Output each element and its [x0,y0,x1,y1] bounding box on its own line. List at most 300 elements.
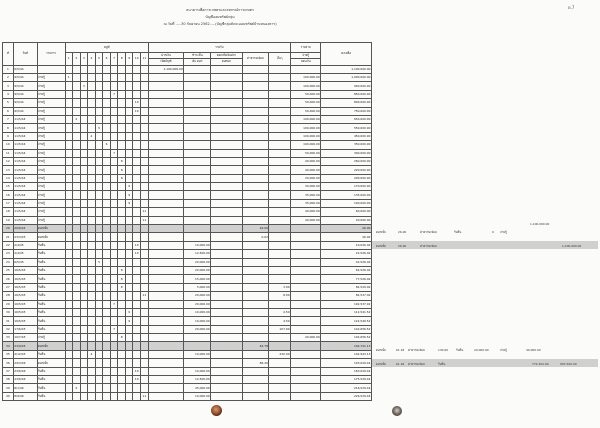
member-cell [133,174,141,182]
row-repay-cell [184,124,211,132]
row-interest-cell [211,266,242,274]
row-item-cell: รับคืน [37,275,65,283]
member-cell [141,157,149,165]
member-cell [103,132,111,140]
table-row [3,107,372,115]
row-deposit-cell [148,191,184,199]
member-cell [73,342,81,350]
member-cell [73,317,81,325]
row-withdraw-cell [291,266,321,274]
margin-total-row20: 1,100,000.00 [562,244,582,248]
row-repay-cell [184,191,211,199]
row-deposit-cell [148,258,184,266]
row-balance-cell: 216,529.44 [321,384,372,392]
member-cell [110,350,118,358]
row-deposit-cell [148,141,184,149]
member-cell [80,300,88,308]
col-header-m3: 3 [80,53,88,66]
member-cell [88,283,96,291]
member-cell [65,208,73,216]
member-cell [88,233,96,241]
member-cell [141,90,149,98]
margin-note: ดอกเบี้ย [376,230,386,234]
row-interest-cell [211,334,242,342]
member-cell [80,367,88,375]
member-cell [125,392,133,400]
member-mark-cell: 8 [118,157,126,165]
col-header-repay-bottom: ต้น ดอก [184,59,211,65]
member-cell [73,132,81,140]
row-fee-cell [242,258,269,266]
member-cell [95,392,103,400]
member-cell [103,191,111,199]
table-row [3,141,372,149]
table-row [3,241,372,249]
row-interest-cell [211,275,242,283]
table-row [3,350,372,358]
row-date-cell: 11/5/44 [13,216,37,224]
member-cell [88,292,96,300]
row-deposit-cell [148,308,184,316]
row-withdraw-cell: 20,000.00 [291,174,321,182]
row-interest-cell [211,124,242,132]
member-cell [118,199,126,207]
row-deposit-cell [148,199,184,207]
member-cell [88,225,96,233]
member-cell [118,124,126,132]
member-cell [88,99,96,107]
member-cell [118,90,126,98]
table-row [3,292,372,300]
member-mark-cell: 9 [125,183,133,191]
col-header-income-group: รายรับ [148,43,290,53]
member-cell [95,292,103,300]
row-withdraw-cell [291,300,321,308]
row-item-cell: จ่ายกู้ [37,216,65,224]
member-mark-cell: 11 [141,216,149,224]
member-cell [118,325,126,333]
member-cell [125,300,133,308]
member-cell [73,107,81,115]
row-other-cell [269,208,291,216]
member-cell [95,359,103,367]
table-row [3,73,372,81]
member-cell [133,124,141,132]
row-deposit-cell [148,233,184,241]
row-deposit-cell [148,342,184,350]
member-cell [133,359,141,367]
member-cell [65,149,73,157]
member-cell [125,359,133,367]
member-mark-cell: 9 [125,317,133,325]
member-cell [110,73,118,81]
member-cell [125,258,133,266]
row-date-cell: 16/5/45 [13,275,37,283]
member-mark-cell: 7 [110,300,118,308]
row-balance-cell: 60,000.00 [321,208,372,216]
row-item-cell: รับคืน [37,258,65,266]
member-cell [65,141,73,149]
row-withdraw-cell: 100,000.00 [291,115,321,123]
member-cell [95,275,103,283]
member-cell [133,216,141,224]
row-other-cell [269,225,291,233]
row-interest-cell [211,141,242,149]
table-row [3,191,372,199]
member-cell [73,99,81,107]
row-deposit-cell [148,73,184,81]
row-fee-cell: 0.02 [242,233,269,241]
row-fee-cell [242,65,269,73]
member-cell [125,384,133,392]
member-cell [80,199,88,207]
row-other-cell [269,82,291,90]
row-item-cell [37,65,65,73]
row-date-cell: 11/5/44 [13,183,37,191]
row-fee-cell [242,384,269,392]
row-balance-cell: 26.00 [321,225,372,233]
member-cell [88,359,96,367]
member-cell [80,250,88,258]
member-cell [125,216,133,224]
member-cell [141,350,149,358]
row-withdraw-cell [291,258,321,266]
member-cell [110,342,118,350]
row-repay-cell [184,132,211,140]
row-interest-cell [211,115,242,123]
col-header-balance: คงเหลือ [321,43,372,66]
row-deposit-cell [148,334,184,342]
row-withdraw-cell [291,376,321,384]
member-cell [125,334,133,342]
member-cell [80,325,88,333]
row-no-cell: 23 [3,250,14,258]
row-no-cell: 5 [3,99,14,107]
member-cell [125,124,133,132]
member-cell [103,275,111,283]
col-header-interest-bottom: ดอกผล [211,59,242,65]
member-cell [133,183,141,191]
member-cell [95,300,103,308]
member-cell [95,376,103,384]
member-cell [88,208,96,216]
member-cell [73,233,81,241]
col-header-m5: 5 [95,53,103,66]
row-fee-cell: 26.00 [242,225,269,233]
col-header-deposit-top: ฝากเงิน [148,53,184,59]
row-balance-cell: 142,656.52 [321,325,372,333]
member-cell [95,73,103,81]
member-cell [73,208,81,216]
member-cell [95,149,103,157]
row-fee-cell [242,174,269,182]
col-header-m8: 8 [118,53,126,66]
member-cell [95,350,103,358]
row-interest-cell [211,82,242,90]
member-cell [65,376,73,384]
row-withdraw-cell: 40,000.00 [291,166,321,174]
row-balance-cell: 77,526.02 [321,275,372,283]
member-cell [73,65,81,73]
row-fee-cell [242,350,269,358]
member-cell [141,317,149,325]
col-header-member-group: หมู่ที่ [65,43,148,53]
row-date-cell: 11/5/44 [13,166,37,174]
row-fee-cell [242,275,269,283]
row-no-cell: 2 [3,73,14,81]
member-cell [95,225,103,233]
margin-total-b: 997,500.00 [560,362,577,366]
member-cell [118,99,126,107]
member-cell [88,342,96,350]
row-fee-cell [242,266,269,274]
row-no-cell: 21 [3,233,14,241]
member-cell [103,225,111,233]
row-balance-cell: 102,656.52 [321,334,372,342]
member-cell [88,300,96,308]
row-repay-cell [184,174,211,182]
row-interest-cell [211,191,242,199]
row-withdraw-cell: 100,000.00 [291,73,321,81]
member-cell [80,174,88,182]
member-mark-cell: 10 [133,99,141,107]
member-cell [141,241,149,249]
member-cell [80,90,88,98]
member-cell [118,384,126,392]
member-cell [118,392,126,400]
member-cell [65,350,73,358]
col-header-no: ที่ [3,43,14,66]
row-repay-cell: 10,000.00 [184,367,211,375]
row-date-cell: 9/5/44 [13,73,37,81]
row-deposit-cell [148,132,184,140]
member-cell [141,376,149,384]
member-cell [141,191,149,199]
table-row [3,308,372,316]
member-cell [118,350,126,358]
member-cell [110,384,118,392]
row-date-cell: 11/5/44 [13,191,37,199]
row-interest-cell [211,233,242,241]
row-deposit-cell [148,183,184,191]
row-date-cell: 9/5/44 [13,90,37,98]
row-fee-cell [242,308,269,316]
member-cell [65,275,73,283]
col-header-m11: 11 [141,53,149,66]
row-withdraw-cell: 50,000.00 [291,149,321,157]
member-cell [133,132,141,140]
member-cell [110,359,118,367]
member-cell [80,166,88,174]
row-balance-cell: 112,541.52 [321,308,372,316]
member-cell [118,225,126,233]
table-row [3,334,372,342]
member-cell [88,250,96,258]
row-item-cell: รับคืน [37,367,65,375]
row-fee-cell [242,325,269,333]
member-cell [88,216,96,224]
row-deposit-cell [148,359,184,367]
member-cell [133,141,141,149]
row-item-cell: จ่ายกู้ [37,90,65,98]
member-cell [133,350,141,358]
col-header-other: อื่นๆ [269,53,291,66]
row-deposit-cell [148,392,184,400]
table-row [3,225,372,233]
member-cell [103,367,111,375]
row-repay-cell: 20,000.00 [184,292,211,300]
member-cell [65,99,73,107]
member-mark-cell: 10 [133,107,141,115]
member-cell [88,275,96,283]
row-deposit-cell [148,283,184,291]
row-item-cell: จ่ายกู้ [37,115,65,123]
table-row [3,317,372,325]
row-interest-cell [211,342,242,350]
row-deposit-cell [148,275,184,283]
col-header-withdraw-bottom: ถอนเงิน [291,59,321,65]
row-other-cell: 4.50 [269,317,291,325]
member-cell [125,115,133,123]
seal-stamp-icon [211,405,222,416]
row-withdraw-cell: 50,000.00 [291,90,321,98]
member-cell [73,359,81,367]
row-item-cell: ดอกเบี้ย [37,233,65,241]
member-cell [88,258,96,266]
member-cell [73,149,81,157]
table-row [3,157,372,165]
member-mark-cell: 4 [88,350,96,358]
member-cell [110,250,118,258]
member-cell [95,99,103,107]
member-cell [65,124,73,132]
table-row [3,376,372,384]
member-cell [103,107,111,115]
member-cell [141,308,149,316]
row-no-cell: 19 [3,216,14,224]
row-fee-cell: 86.26 [242,359,269,367]
margin-note: 0 [492,230,494,234]
row-repay-cell: 10,000.00 [184,241,211,249]
member-cell [73,241,81,249]
row-balance-cell: 200,000.00 [321,174,372,182]
row-other-cell [269,367,291,375]
row-repay-cell: 15,000.00 [184,275,211,283]
row-no-cell: 33 [3,334,14,342]
member-cell [133,300,141,308]
member-cell [110,208,118,216]
member-cell [141,283,149,291]
row-interest-cell [211,107,242,115]
member-cell [103,157,111,165]
header-line-3: ณ วันที่ .....30 กันยายน 2562.....(บัญชีกลุ่มสัจจะออมทรัพย์บ้านหนองหาร) [163,22,277,26]
member-mark-cell: 8 [118,266,126,274]
row-deposit-cell [148,166,184,174]
member-cell [110,141,118,149]
member-cell [110,292,118,300]
row-interest-cell [211,384,242,392]
member-cell [95,199,103,207]
member-cell [133,258,141,266]
member-cell [80,115,88,123]
row-interest-cell [211,241,242,249]
row-other-cell [269,132,291,140]
row-deposit-cell [148,300,184,308]
row-fee-cell [242,157,269,165]
row-other-cell [269,73,291,81]
member-cell [110,183,118,191]
member-cell [65,157,73,165]
table-row [3,250,372,258]
margin-note: ค่าธรรมเนียม [420,244,437,248]
margin-note: ดอกเบี้ย [376,244,386,248]
member-mark-cell: 5 [95,124,103,132]
member-cell [133,325,141,333]
row-no-cell: 6 [3,107,14,115]
col-header-interest-top: ดอกเบี้ยเงินฝาก [211,53,242,59]
member-cell [133,191,141,199]
member-cell [133,199,141,207]
row-other-cell [269,241,291,249]
member-cell [103,376,111,384]
row-other-cell: 4.50 [269,308,291,316]
row-item-cell: จ่ายกู้ [37,157,65,165]
member-cell [95,65,103,73]
member-mark-cell: 5 [95,258,103,266]
member-cell [65,292,73,300]
row-balance-cell: 102,537.02 [321,300,372,308]
member-cell [103,325,111,333]
table-row [3,132,372,140]
row-item-cell: รับคืน [37,283,65,291]
col-header-m7: 7 [110,53,118,66]
row-fee-cell [242,82,269,90]
margin-note: ค่าธรรมเนียม [408,362,425,366]
row-balance-cell: 260,000.00 [321,157,372,165]
member-cell [110,225,118,233]
member-cell [125,233,133,241]
row-item-cell: ดอกเบี้ย [37,359,65,367]
member-cell [65,225,73,233]
table-row [3,82,372,90]
member-cell [65,283,73,291]
row-no-cell: 32 [3,325,14,333]
member-cell [103,317,111,325]
member-mark-cell: 10 [133,376,141,384]
member-cell [73,334,81,342]
member-cell [80,149,88,157]
member-cell [65,90,73,98]
member-cell [103,342,111,350]
row-interest-cell [211,199,242,207]
row-repay-cell: 20,000.00 [184,266,211,274]
member-cell [103,124,111,132]
row-interest-cell [211,174,242,182]
row-other-cell [269,359,291,367]
row-repay-cell [184,342,211,350]
row-date-cell: 16/5/45 [13,308,37,316]
member-cell [88,241,96,249]
row-other-cell [269,258,291,266]
row-item-cell: จ่ายกู้ [37,99,65,107]
row-fee-cell [242,367,269,375]
row-deposit-cell [148,317,184,325]
row-no-cell: 17 [3,199,14,207]
margin-note: 130.00 [438,348,449,352]
member-cell [65,359,73,367]
member-cell [65,241,73,249]
row-deposit-cell [148,384,184,392]
